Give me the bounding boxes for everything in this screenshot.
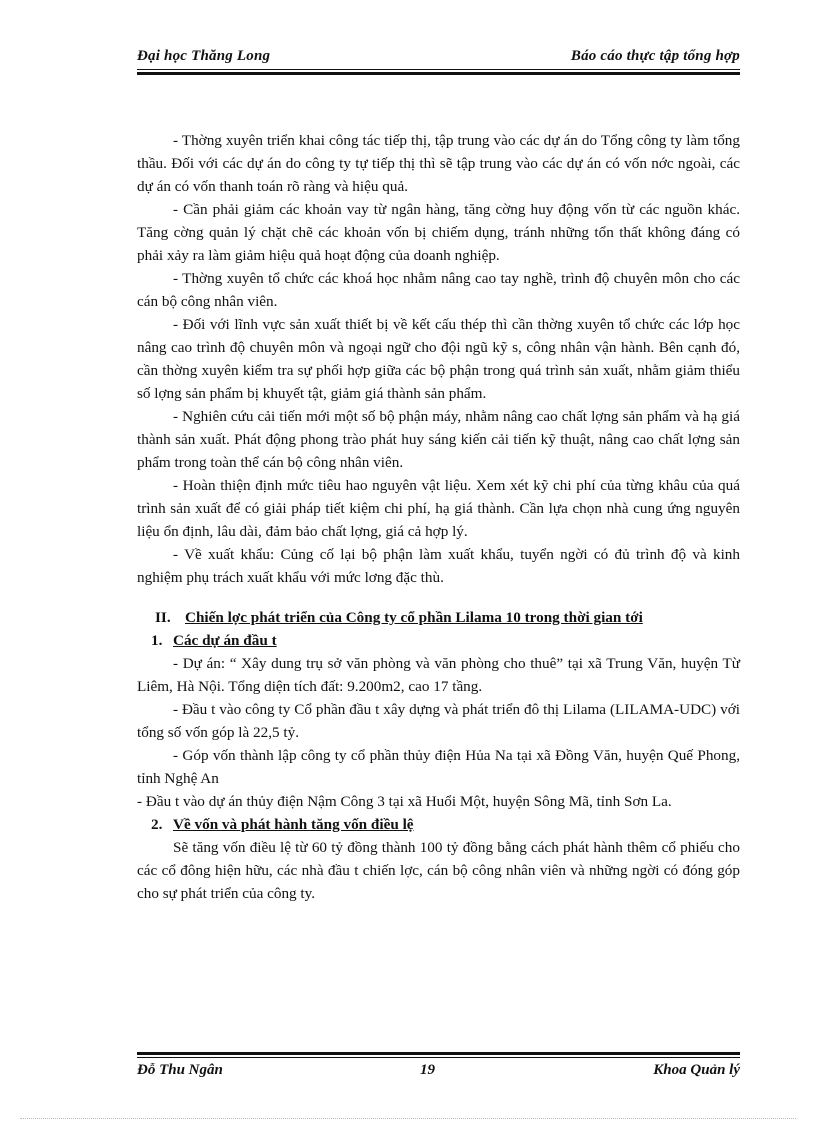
header-rule-thin	[137, 69, 740, 70]
paragraph: - Cần phải giảm các khoản vay từ ngân hàng, tăng cờng huy động vốn từ các nguồn khác. Tăng cờng quản lý chặt chẽ các khoản vốn bị chiếm dụng, tránh những tổn thất không đáng có phải xảy ra làm giảm hiệu quả hoạt động của doanh nghiệp.	[137, 201, 740, 264]
header-rule-thick	[137, 72, 740, 75]
project-item: - Dự án: “ Xây dung trụ sở văn phòng và văn phòng cho thuê” tại xã Trung Văn, huyện Từ Liêm, Hà Nội. Tổng diện tích đất: 9.200m2, cao 17 tầng.	[137, 655, 740, 695]
page-header	[137, 44, 740, 72]
subsection-heading	[137, 629, 740, 652]
paragraph: - Về xuất khẩu: Củng cố lại bộ phận làm xuất khẩu, tuyển ngời có đủ trình độ và kinh nghiệm phụ trách xuất khẩu với mức lơng đặc thù.	[137, 546, 740, 586]
paragraph: - Đối với lĩnh vực sản xuất thiết bị về kết cấu thép thì cần thờng xuyên tổ chức các lớp học nâng cao trình độ chuyên môn và ngoại ngữ cho đội ngũ kỹ s, công nhân vận hành. Bên cạnh đó, cần thờng xuyên kiểm tra sự phối hợp giữa các bộ phận trong quá trình sản xuất, nhằm giảm thiểu số lợng sản phẩm bị khuyết tật, giảm giá thành sản phẩm.	[137, 316, 740, 402]
header-university: Đại học Thăng Long	[137, 48, 271, 64]
project-item: - Đầu t vào dự án thủy điện Nậm Công 3 tại xã Huổi Một, huyện Sông Mã, tỉnh Sơn La.	[137, 793, 672, 810]
footer-rule-thick	[137, 1052, 740, 1055]
paragraph: - Thờng xuyên triển khai công tác tiếp thị, tập trung vào các dự án do Tổng công ty làm tổng thầu. Đối với các dự án do công ty tự tiếp thị thì sẽ tập trung vào các dự án có vốn nớc ngoài, các dự án có vốn thanh toán rõ ràng và hiệu quả.	[137, 132, 740, 195]
subsection-heading	[137, 813, 740, 836]
project-item: - Góp vốn thành lập công ty cổ phần thủy điện Hủa Na tại xã Đồng Văn, huyện Quế Phong, tỉnh Nghệ An	[137, 747, 740, 787]
footer-author: Đỗ Thu Ngân	[137, 1062, 223, 1078]
subsection-number: 1.	[151, 632, 163, 649]
footer-faculty: Khoa Quản lý	[653, 1062, 740, 1078]
header-report-title: Báo cáo thực tập tổng hợp	[570, 48, 740, 64]
subsection-title: Các dự án đầu t	[173, 632, 277, 649]
section-heading	[137, 606, 740, 629]
paragraph: - Thờng xuyên tổ chức các khoá học nhằm nâng cao tay nghề, trình độ chuyên môn cho các cán bộ công nhân viên.	[137, 270, 740, 310]
subsection-number: 2.	[151, 816, 163, 833]
paragraph: - Nghiên cứu cải tiến mới một số bộ phận máy, nhằm nâng cao chất lợng sản phẩm và hạ giá thành sản xuất. Phát động phong trào phát huy sáng kiến cải tiến kỹ thuật, nâng cao chất lợng sản phẩm trong toàn thể cán bộ công nhân viên.	[137, 408, 740, 471]
section-number: II.	[155, 609, 171, 626]
subsection-title: Về vốn và phát hành tăng vốn điều lệ	[173, 816, 414, 833]
paragraph: - Hoàn thiện định mức tiêu hao nguyên vật liệu. Xem xét kỹ chi phí của từng khâu của quá trình sản xuất để có giải pháp tiết kiệm chi phí, hạ giá thành. Cần lựa chọn nhà cung ứng nguyên liệu ổn định, lâu dài, đảm bảo chất lợng, giá cả hợp lý.	[137, 477, 740, 540]
document-body	[137, 129, 740, 905]
project-item: - Đầu t vào công ty Cổ phần đầu t xây dựng và phát triển đô thị Lilama (LILAMA-UDC) với tổng số vốn góp là 22,5 tỷ.	[137, 701, 740, 741]
paragraph: Sẽ tăng vốn điều lệ từ 60 tỷ đồng thành 100 tỷ đồng bằng cách phát hành thêm cổ phiếu cho các cổ đông hiện hữu, các nhà đầu t chiến lợc, cán bộ công nhân viên và những ngời có đóng góp cho sự phát triển của công ty.	[137, 839, 740, 902]
page-number: 19	[420, 1062, 435, 1078]
section-title: Chiến lợc phát triển của Công ty cổ phần Lilama 10 trong thời gian tới	[185, 609, 643, 626]
footer-rule-thin	[137, 1057, 740, 1058]
page-bottom-border	[20, 1118, 796, 1119]
page-footer	[137, 1062, 740, 1086]
